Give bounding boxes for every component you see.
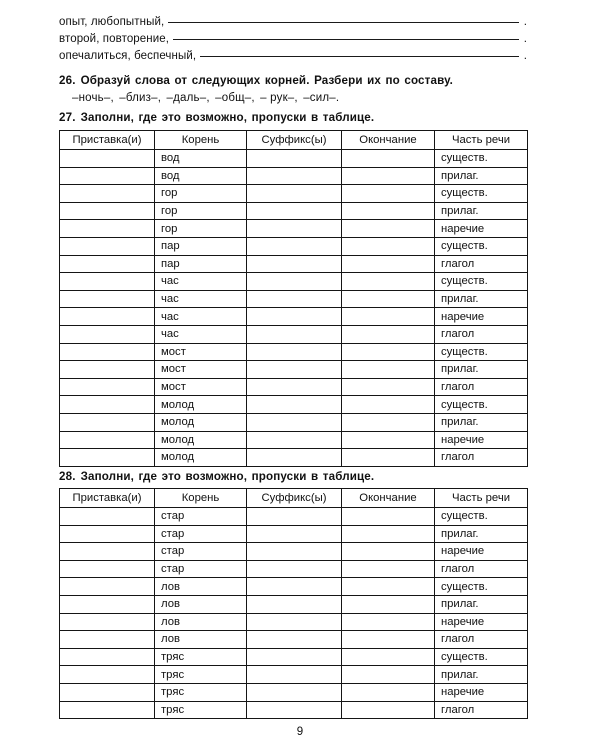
cell-suffix[interactable] — [247, 648, 342, 666]
cell-suffix[interactable] — [247, 220, 342, 238]
table-row — [60, 578, 528, 596]
heading-word: возможно, — [185, 470, 248, 483]
cell-root: стар — [155, 543, 247, 561]
table-row — [60, 631, 528, 649]
cell-part-of-speech: глагол — [435, 378, 528, 396]
heading-word: слова — [135, 74, 170, 87]
cell-suffix[interactable] — [247, 202, 342, 220]
cell-root: вод — [155, 167, 247, 185]
table-row — [60, 431, 528, 449]
heading-word: в — [311, 470, 319, 483]
column-header-root: Корень — [155, 131, 247, 150]
answer-rule[interactable] — [173, 31, 523, 42]
table-row — [60, 396, 528, 414]
exercise-28-title — [81, 470, 379, 483]
column-header-suffix: Суффикс(ы) — [247, 489, 342, 508]
table-row — [60, 220, 528, 238]
cell-ending[interactable] — [342, 308, 435, 326]
cell-ending[interactable] — [342, 325, 435, 343]
cell-root: молод — [155, 449, 247, 467]
cell-part-of-speech: существ. — [435, 508, 528, 526]
cell-prefix[interactable] — [60, 290, 155, 308]
cell-suffix[interactable] — [247, 701, 342, 719]
cell-suffix[interactable] — [247, 595, 342, 613]
cell-ending[interactable] — [342, 237, 435, 255]
cell-ending[interactable] — [342, 631, 435, 649]
cell-ending[interactable] — [342, 560, 435, 578]
cell-ending[interactable] — [342, 185, 435, 203]
table-row — [60, 666, 528, 684]
line-terminator: . — [523, 16, 527, 28]
table-row — [60, 273, 528, 291]
table-row — [60, 343, 528, 361]
cell-suffix[interactable] — [247, 396, 342, 414]
cell-suffix[interactable] — [247, 508, 342, 526]
cell-suffix[interactable] — [247, 325, 342, 343]
cell-part-of-speech: глагол — [435, 560, 528, 578]
cell-root: лов — [155, 595, 247, 613]
cell-suffix[interactable] — [247, 413, 342, 431]
heading-word: составу. — [404, 74, 454, 87]
cell-suffix[interactable] — [247, 290, 342, 308]
cell-root: гор — [155, 202, 247, 220]
cell-ending[interactable] — [342, 413, 435, 431]
cell-ending[interactable] — [342, 595, 435, 613]
cell-root: стар — [155, 560, 247, 578]
cell-prefix[interactable] — [60, 150, 155, 168]
cell-root: лов — [155, 613, 247, 631]
heading-word: таблице. — [322, 470, 375, 483]
page-number: 9 — [296, 726, 304, 738]
line-terminator: . — [523, 50, 527, 62]
cell-prefix[interactable] — [60, 595, 155, 613]
table-row — [60, 361, 528, 379]
cell-part-of-speech: прилаг. — [435, 595, 528, 613]
cell-root: час — [155, 308, 247, 326]
table-row — [60, 167, 528, 185]
table-row — [60, 449, 528, 467]
cell-ending[interactable] — [342, 666, 435, 684]
exercise-26-title — [81, 74, 458, 87]
cell-suffix[interactable] — [247, 308, 342, 326]
cell-part-of-speech: существ. — [435, 237, 528, 255]
cell-part-of-speech: прилаг. — [435, 290, 528, 308]
cell-prefix[interactable] — [60, 273, 155, 291]
table-row — [60, 683, 528, 701]
table-row — [60, 525, 528, 543]
cell-prefix[interactable] — [60, 167, 155, 185]
heading-word: где — [138, 470, 158, 483]
heading-word: пропуски — [251, 111, 307, 124]
cell-root: тряс — [155, 648, 247, 666]
table-row — [60, 290, 528, 308]
cell-ending[interactable] — [342, 508, 435, 526]
cell-suffix[interactable] — [247, 150, 342, 168]
line-terminator: . — [523, 33, 527, 45]
table-row — [60, 701, 528, 719]
cell-part-of-speech: глагол — [435, 449, 528, 467]
cell-prefix[interactable] — [60, 396, 155, 414]
exercise-27-number: 27. — [59, 111, 76, 124]
root-item: –сил–. — [303, 92, 340, 104]
cell-suffix[interactable] — [247, 378, 342, 396]
exercise-26-roots-list — [72, 92, 341, 104]
table-row — [60, 508, 528, 526]
cell-ending[interactable] — [342, 378, 435, 396]
heading-word: от — [174, 74, 188, 87]
table-row — [60, 308, 528, 326]
cell-prefix[interactable] — [60, 449, 155, 467]
heading-word: Заполни, — [80, 111, 135, 124]
answer-rule[interactable] — [168, 14, 523, 25]
exercise-28-table — [59, 488, 528, 719]
cell-prefix[interactable] — [60, 361, 155, 379]
cell-part-of-speech: прилаг. — [435, 666, 528, 684]
cell-root: мост — [155, 361, 247, 379]
heading-word: возможно, — [185, 111, 248, 124]
cell-root: пар — [155, 255, 247, 273]
cell-prefix[interactable] — [60, 237, 155, 255]
table-row — [60, 413, 528, 431]
fill-in-line-row[interactable] — [59, 48, 527, 65]
cell-prefix[interactable] — [60, 666, 155, 684]
cell-ending[interactable] — [342, 648, 435, 666]
cell-part-of-speech: существ. — [435, 343, 528, 361]
cell-ending[interactable] — [342, 543, 435, 561]
column-header-prefix: Приставка(и) — [60, 489, 155, 508]
exercise-28-table-body — [60, 508, 528, 719]
root-item: – рук–, — [260, 92, 302, 104]
cell-ending[interactable] — [342, 701, 435, 719]
cell-ending[interactable] — [342, 525, 435, 543]
cell-root: гор — [155, 220, 247, 238]
table-row — [60, 325, 528, 343]
cell-suffix[interactable] — [247, 167, 342, 185]
cell-part-of-speech: наречие — [435, 220, 528, 238]
heading-word: в — [311, 111, 319, 124]
cell-root: час — [155, 273, 247, 291]
heading-word: Разбери — [314, 74, 363, 87]
cell-prefix[interactable] — [60, 525, 155, 543]
cell-ending[interactable] — [342, 167, 435, 185]
cell-suffix[interactable] — [247, 613, 342, 631]
exercise-28-number: 28. — [59, 470, 76, 483]
cell-part-of-speech: существ. — [435, 396, 528, 414]
cell-suffix[interactable] — [247, 631, 342, 649]
exercise-26-heading — [59, 74, 458, 87]
cell-part-of-speech: глагол — [435, 701, 528, 719]
cell-root: вод — [155, 150, 247, 168]
cell-part-of-speech: прилаг. — [435, 361, 528, 379]
cell-suffix[interactable] — [247, 560, 342, 578]
cell-ending[interactable] — [342, 449, 435, 467]
cell-root: мост — [155, 378, 247, 396]
table-header-row — [60, 131, 528, 150]
fill-in-prompt: опечалиться, беспечный, — [59, 50, 197, 62]
cell-prefix[interactable] — [60, 308, 155, 326]
column-header-ending: Окончание — [342, 489, 435, 508]
cell-prefix[interactable] — [60, 543, 155, 561]
heading-word: их — [367, 74, 381, 87]
cell-ending[interactable] — [342, 613, 435, 631]
heading-word: Заполни, — [80, 470, 135, 483]
cell-suffix[interactable] — [247, 273, 342, 291]
exercise-28-heading — [59, 470, 379, 483]
cell-part-of-speech: прилаг. — [435, 202, 528, 220]
cell-root: молод — [155, 413, 247, 431]
cell-part-of-speech: наречие — [435, 543, 528, 561]
cell-root: пар — [155, 237, 247, 255]
table-row — [60, 202, 528, 220]
cell-root: молод — [155, 431, 247, 449]
answer-rule[interactable] — [200, 48, 523, 59]
table-header-row — [60, 489, 528, 508]
fill-in-line-row[interactable] — [59, 31, 527, 48]
cell-ending[interactable] — [342, 290, 435, 308]
cell-part-of-speech: существ. — [435, 648, 528, 666]
cell-root: час — [155, 325, 247, 343]
cell-part-of-speech: наречие — [435, 683, 528, 701]
cell-part-of-speech: существ. — [435, 150, 528, 168]
cell-prefix[interactable] — [60, 613, 155, 631]
root-item: –общ–, — [215, 92, 259, 104]
cell-root: тряс — [155, 666, 247, 684]
heading-word: пропуски — [251, 470, 307, 483]
column-header-prefix: Приставка(и) — [60, 131, 155, 150]
heading-word: это — [161, 470, 181, 483]
root-item: –ночь–, — [72, 92, 118, 104]
cell-root: тряс — [155, 701, 247, 719]
cell-prefix[interactable] — [60, 185, 155, 203]
cell-prefix[interactable] — [60, 631, 155, 649]
table-row — [60, 378, 528, 396]
cell-prefix[interactable] — [60, 560, 155, 578]
table-row — [60, 150, 528, 168]
cell-suffix[interactable] — [247, 525, 342, 543]
fill-in-prompt: второй, повторение, — [59, 33, 170, 45]
cell-part-of-speech: существ. — [435, 185, 528, 203]
cell-ending[interactable] — [342, 431, 435, 449]
cell-root: лов — [155, 631, 247, 649]
column-header-part-of-speech: Часть речи — [435, 131, 528, 150]
column-header-suffix: Суффикс(ы) — [247, 131, 342, 150]
cell-prefix[interactable] — [60, 701, 155, 719]
cell-prefix[interactable] — [60, 343, 155, 361]
root-item: –близ–, — [119, 92, 165, 104]
exercise-27-table-body — [60, 150, 528, 467]
cell-suffix[interactable] — [247, 666, 342, 684]
cell-part-of-speech: наречие — [435, 613, 528, 631]
exercise-27-table — [59, 130, 528, 467]
cell-root: стар — [155, 525, 247, 543]
heading-word: таблице. — [322, 111, 375, 124]
cell-ending[interactable] — [342, 150, 435, 168]
cell-suffix[interactable] — [247, 361, 342, 379]
heading-word: корней. — [264, 74, 310, 87]
exercise-27-title — [81, 111, 379, 124]
cell-ending[interactable] — [342, 202, 435, 220]
table-row — [60, 543, 528, 561]
cell-part-of-speech: существ. — [435, 578, 528, 596]
table-row — [60, 595, 528, 613]
cell-root: молод — [155, 396, 247, 414]
cell-root: лов — [155, 578, 247, 596]
column-header-ending: Окончание — [342, 131, 435, 150]
cell-prefix[interactable] — [60, 325, 155, 343]
fill-in-prompt: опыт, любопытный, — [59, 16, 165, 28]
root-item: –даль–, — [166, 92, 214, 104]
cell-part-of-speech: глагол — [435, 325, 528, 343]
cell-prefix[interactable] — [60, 648, 155, 666]
cell-suffix[interactable] — [247, 237, 342, 255]
cell-prefix[interactable] — [60, 683, 155, 701]
cell-ending[interactable] — [342, 683, 435, 701]
cell-root: стар — [155, 508, 247, 526]
cell-part-of-speech: глагол — [435, 255, 528, 273]
cell-root: тряс — [155, 683, 247, 701]
exercise-27-heading — [59, 111, 379, 124]
cell-part-of-speech: наречие — [435, 308, 528, 326]
cell-ending[interactable] — [342, 255, 435, 273]
cell-ending[interactable] — [342, 220, 435, 238]
heading-word: где — [138, 111, 158, 124]
heading-word: следующих — [191, 74, 261, 87]
cell-ending[interactable] — [342, 343, 435, 361]
cell-prefix[interactable] — [60, 378, 155, 396]
cell-part-of-speech: глагол — [435, 631, 528, 649]
cell-part-of-speech: существ. — [435, 273, 528, 291]
cell-ending[interactable] — [342, 273, 435, 291]
cell-prefix[interactable] — [60, 578, 155, 596]
cell-ending[interactable] — [342, 578, 435, 596]
cell-prefix[interactable] — [60, 255, 155, 273]
cell-suffix[interactable] — [247, 431, 342, 449]
cell-part-of-speech: прилаг. — [435, 167, 528, 185]
table-row — [60, 237, 528, 255]
cell-suffix[interactable] — [247, 543, 342, 561]
cell-prefix[interactable] — [60, 413, 155, 431]
column-header-part-of-speech: Часть речи — [435, 489, 528, 508]
fill-in-line-row[interactable] — [59, 14, 527, 31]
table-row — [60, 255, 528, 273]
table-row — [60, 648, 528, 666]
cell-suffix[interactable] — [247, 449, 342, 467]
exercise-26-number: 26. — [59, 74, 76, 87]
cell-part-of-speech: наречие — [435, 431, 528, 449]
table-row — [60, 185, 528, 203]
cell-part-of-speech: прилаг. — [435, 525, 528, 543]
table-row — [60, 613, 528, 631]
cell-root: мост — [155, 343, 247, 361]
cell-prefix[interactable] — [60, 431, 155, 449]
cell-ending[interactable] — [342, 396, 435, 414]
heading-word: Образуй — [80, 74, 131, 87]
fill-in-lines-group — [59, 14, 527, 65]
cell-suffix[interactable] — [247, 343, 342, 361]
cell-suffix[interactable] — [247, 683, 342, 701]
cell-suffix[interactable] — [247, 185, 342, 203]
heading-word: это — [161, 111, 181, 124]
table-row — [60, 560, 528, 578]
cell-suffix[interactable] — [247, 255, 342, 273]
cell-suffix[interactable] — [247, 578, 342, 596]
cell-root: гор — [155, 185, 247, 203]
cell-root: час — [155, 290, 247, 308]
heading-word: по — [385, 74, 400, 87]
column-header-root: Корень — [155, 489, 247, 508]
cell-prefix[interactable] — [60, 220, 155, 238]
cell-part-of-speech: прилаг. — [435, 413, 528, 431]
cell-ending[interactable] — [342, 361, 435, 379]
cell-prefix[interactable] — [60, 202, 155, 220]
cell-prefix[interactable] — [60, 508, 155, 526]
